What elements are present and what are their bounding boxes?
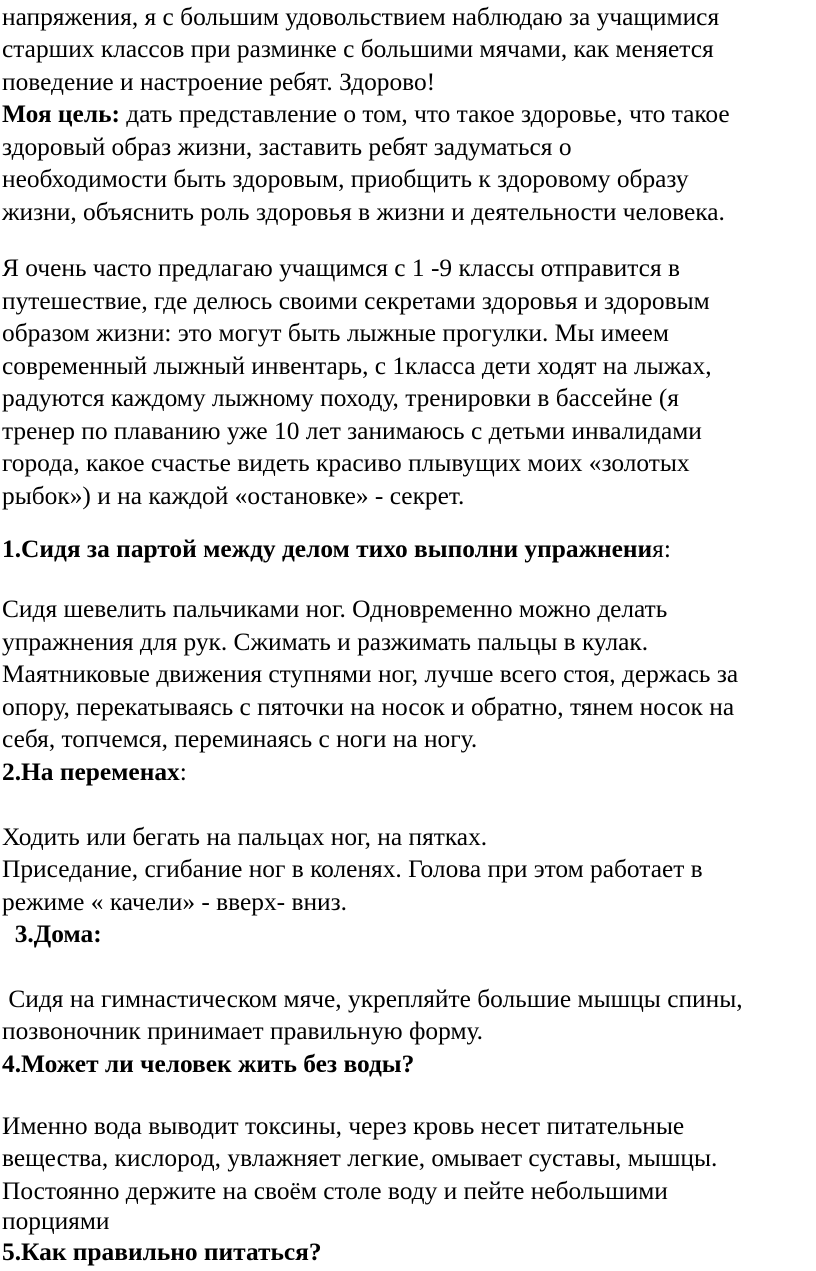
section3-line-2: позвоночник принимает правильную форму. [2, 1017, 484, 1045]
travel-line-3: образом жизни: это могут быть лыжные прогулки. Мы имеем [2, 319, 669, 347]
section3-heading: 3.Дома: [2, 920, 102, 948]
travel-line-4: современный лыжный инвентарь, с 1класса дети ходят на лыжах, [2, 352, 712, 380]
section1-line-5: себя, топчемся, переминаясь с ноги на ногу. [2, 725, 478, 753]
goal-label: Моя цель: [2, 100, 120, 128]
section3-line-1: Сидя на гимнастическом мяче, укрепляйте большие мышцы спины, [2, 985, 743, 1013]
section1-line-3: Маятниковые движения ступнями ног, лучше всего стоя, держась за [2, 660, 739, 688]
section5-heading: 5.Как правильно питаться? [2, 1238, 322, 1266]
intro-line-2: старших классов при разминке с большими мячами, как меняется [2, 35, 714, 63]
section4-line-2: вещества, кислород, увлажняет легкие, омывает суставы, мышцы. [2, 1144, 718, 1172]
travel-line-5: радуются каждому лыжному походу, тренировки в бассейне (я [2, 384, 679, 412]
section1-line-4: опору, перекатываясь с пяточки на носок и обратно, тянем носок на [2, 693, 735, 721]
section4-heading: 4.Может ли человек жить без воды? [2, 1050, 415, 1078]
section1-line-1: Сидя шевелить пальчиками ног. Одновременно можно делать [2, 595, 668, 623]
section2-line-3: режиме « качели» - вверх- вниз. [2, 888, 348, 916]
section2-heading-bold: 2.На переменах [2, 758, 180, 786]
section4-line-1: Именно вода выводит токсины, через кровь несет питательные [2, 1112, 685, 1140]
section2-line-1: Ходить или бегать на пальцах ног, на пятках. [2, 823, 488, 851]
section2-line-2: Приседание, сгибание ног в коленях. Голова при этом работает в [2, 855, 703, 883]
goal-line-1 [2, 98, 730, 130]
goal-line-3: необходимости быть здоровым, приобщить к здоровому образу [2, 165, 689, 193]
section1-heading-tail: я: [652, 535, 671, 563]
travel-line-7: города, какое счастье видеть красиво плывущих моих «золотых [2, 449, 690, 477]
intro-line-3: поведение и настроение ребят. Здорово! [2, 68, 436, 96]
section2-heading [2, 756, 187, 788]
section4-line-4: порциями [2, 1207, 110, 1235]
travel-line-6: тренер по плаванию уже 10 лет занимаюсь с детьми инвалидами [2, 417, 702, 445]
travel-line-1: Я очень часто предлагаю учащимся с 1 -9 классы отправится в [2, 254, 680, 282]
travel-line-8: рыбок») и на каждой «остановке» - секрет. [2, 482, 465, 510]
travel-line-2: путешествие, где делюсь своими секретами здоровья и здоровым [2, 287, 710, 315]
goal-line-4: жизни, объяснить роль здоровья в жизни и деятельности человека. [2, 198, 725, 226]
goal-text: дать представление о том, что такое здоровье, что такое [119, 100, 730, 128]
section1-line-2: упражнения для рук. Сжимать и разжимать пальцы в кулак. [2, 628, 649, 656]
section1-heading [2, 533, 671, 565]
section1-heading-bold: 1.Сидя за партой между делом тихо выполни упражнени [2, 535, 653, 563]
section4-line-3: Постоянно держите на своём столе воду и пейте небольшими [2, 1177, 668, 1205]
intro-line-1: напряжения, я с большим удовольствием наблюдаю за учащимися [2, 3, 720, 31]
section2-heading-tail: : [179, 758, 187, 786]
goal-line-2: здоровый образ жизни, заставить ребят задуматься о [2, 133, 572, 161]
